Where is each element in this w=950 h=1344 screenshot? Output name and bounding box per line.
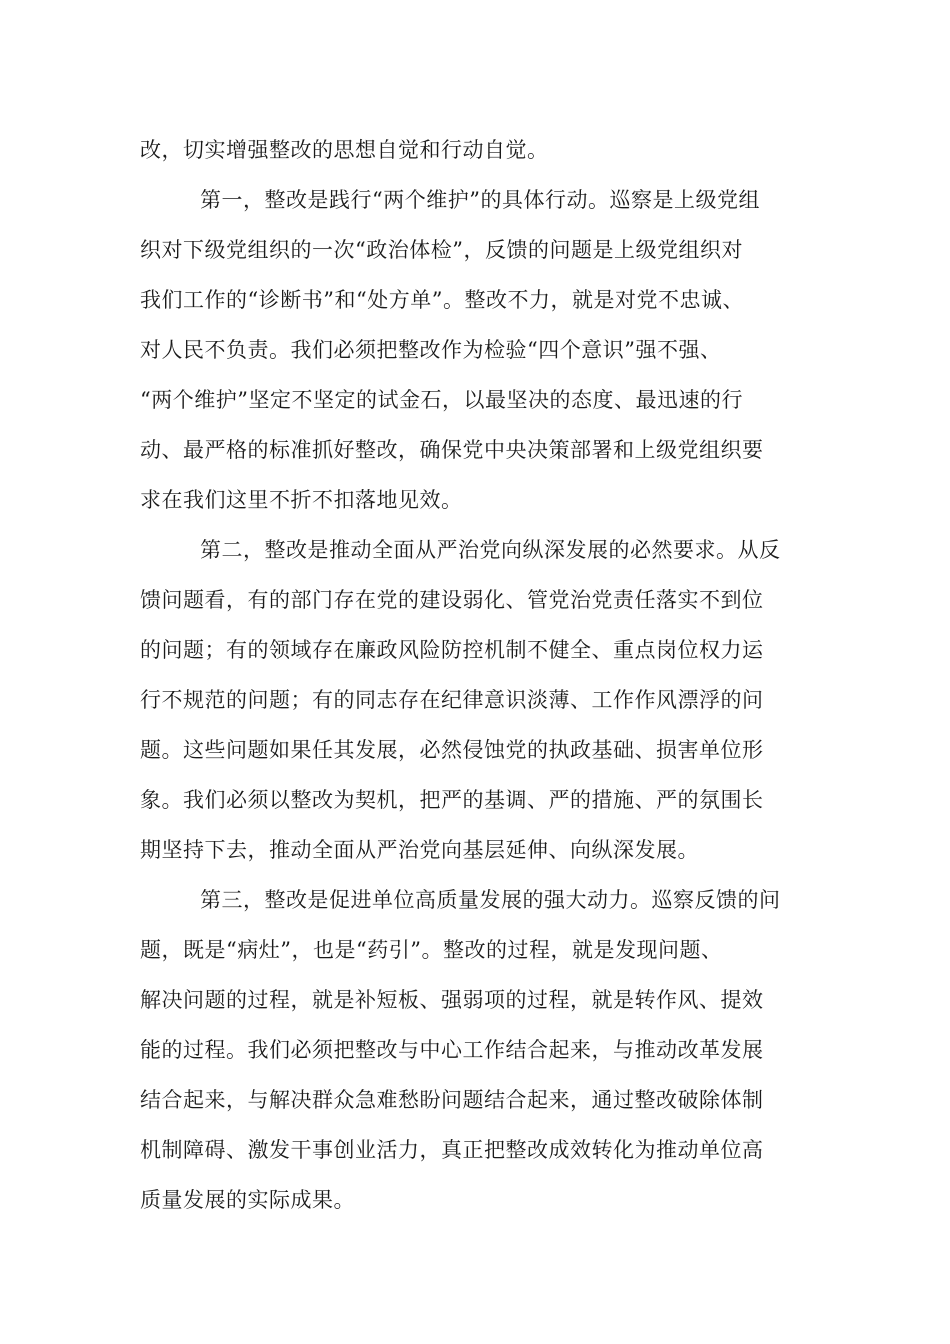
text-line: 改，切实增强整改的思想自觉和行动自觉。 <box>140 138 549 162</box>
text-line: 结合起来，与解决群众急难愁盼问题结合起来，通过整改破除体制 <box>140 1088 764 1112</box>
text-line: 题。这些问题如果任其发展，必然侵蚀党的执政基础、损害单位形 <box>140 738 764 762</box>
text-line: 解决问题的过程，就是补短板、强弱项的过程，就是转作风、提效 <box>140 988 764 1012</box>
paragraph-3-line: 第三，整改是促进单位高质量发展的强大动力。巡察反馈的问 <box>200 888 781 912</box>
text-line: 质量发展的实际成果。 <box>140 1188 355 1212</box>
paragraph-1-line: 第一，整改是践行“两个维护”的具体行动。巡察是上级党组 <box>200 188 760 212</box>
paragraph-2-line: 第二，整改是推动全面从严治党向纵深发展的必然要求。从反 <box>200 538 781 562</box>
text-line: 我们工作的“诊断书”和“处方单”。整改不力，就是对党不忠诚、 <box>140 288 744 312</box>
text-line: 题，既是“病灶”，也是“药引”。整改的过程，就是发现问题、 <box>140 938 723 962</box>
text-line: 期坚持下去，推动全面从严治党向基层延伸、向纵深发展。 <box>140 838 699 862</box>
text-line: 机制障碍、激发干事创业活力，真正把整改成效转化为推动单位高 <box>140 1138 764 1162</box>
text-line: 象。我们必须以整改为契机，把严的基调、严的措施、严的氛围长 <box>140 788 764 812</box>
text-line: 行不规范的问题；有的同志存在纪律意识淡薄、工作作风漂浮的问 <box>140 688 764 712</box>
text-line: 织对下级党组织的一次“政治体检”，反馈的问题是上级党组织对 <box>140 238 743 262</box>
text-line: 对人民不负责。我们必须把整改作为检验“四个意识”强不强、 <box>140 338 722 362</box>
text-line: 求在我们这里不折不扣落地见效。 <box>140 488 463 512</box>
text-line: “两个维护”坚定不坚定的试金石，以最坚决的态度、最迅速的行 <box>140 388 743 412</box>
text-line: 能的过程。我们必须把整改与中心工作结合起来，与推动改革发展 <box>140 1038 764 1062</box>
text-line: 馈问题看，有的部门存在党的建设弱化、管党治党责任落实不到位 <box>140 588 764 612</box>
text-line: 动、最严格的标准抓好整改，确保党中央决策部署和上级党组织要 <box>140 438 764 462</box>
text-line: 的问题；有的领域存在廉政风险防控机制不健全、重点岗位权力运 <box>140 638 764 662</box>
